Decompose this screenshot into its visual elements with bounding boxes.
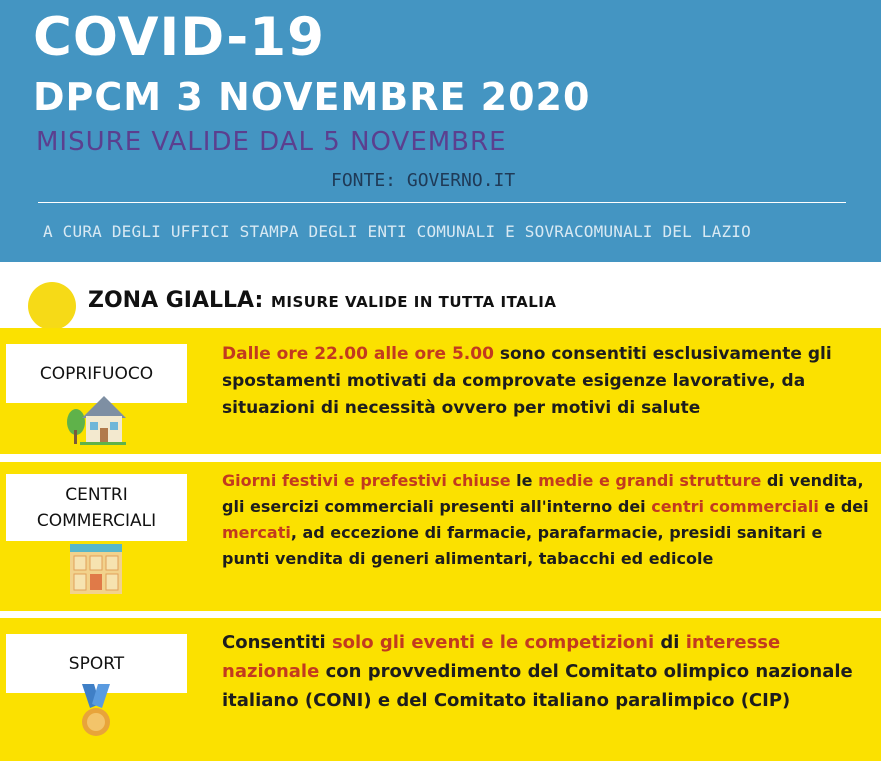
body-text: di <box>654 632 686 653</box>
page-title: COVID-19 <box>33 7 325 68</box>
medal-icon <box>76 684 116 742</box>
highlighted-text: interesse nazionale <box>222 632 781 682</box>
body-text: di vendita, gli esercizi commerciali presenti all'interno dei <box>222 471 864 516</box>
credit-line: A CURA DEGLI UFFICI STAMPA DEGLI ENTI COMUNALI E SOVRACOMUNALI DEL LAZIO <box>43 222 751 241</box>
section-label-sport: SPORT <box>6 634 187 693</box>
header-divider <box>38 202 846 203</box>
section-label-coprifuoco: COPRIFUOCO <box>6 344 187 403</box>
body-text: Consentiti <box>222 632 332 653</box>
body-text: le <box>510 471 539 490</box>
body-text: , ad eccezione di farmacie, parafarmacie, presidi sanitari e punti vendita di generi alimentari, tabacchi ed edicole <box>222 523 823 568</box>
section-label-centri-commerciali <box>6 474 187 541</box>
section-label-line2: COMMERCIALI <box>36 510 157 531</box>
highlighted-text: centri commerciali <box>651 497 819 516</box>
zone-description: MISURE VALIDE IN TUTTA ITALIA <box>270 293 557 311</box>
shopping-mall-icon <box>68 540 124 596</box>
highlighted-text: solo gli eventi e le competizioni <box>331 632 655 653</box>
section-text-centri-commerciali <box>222 468 872 572</box>
page-subtitle: DPCM 3 NOVEMBRE 2020 <box>33 75 591 119</box>
section-text-coprifuoco <box>222 341 872 422</box>
body-text: sono consentiti esclusivamente gli spostamenti motivati da comprovate esigenze lavorative, da situazioni di necessità ovvero per motivi di salute <box>222 344 832 418</box>
zone-name: ZONA GIALLA: <box>88 288 264 313</box>
yellow-dot-icon <box>28 282 76 330</box>
section-text-sport <box>222 628 872 715</box>
zone-heading <box>88 286 557 317</box>
measures-date: MISURE VALIDE DAL 5 NOVEMBRE <box>36 127 507 157</box>
highlighted-text: medie e grandi strutture <box>538 471 762 490</box>
section-label-line1: CENTRI <box>65 484 128 505</box>
source-label: FONTE: GOVERNO.IT <box>331 170 516 191</box>
house-icon <box>66 392 128 446</box>
highlighted-text: Giorni festivi e prefestivi chiuse <box>222 471 511 490</box>
body-text: con provvedimento del Comitato olimpico nazionale italiano (CONI) e del Comitato italiano paralimpico (CIP) <box>222 661 853 711</box>
highlighted-text: mercati <box>222 523 291 542</box>
highlighted-text: Dalle ore 22.00 alle ore 5.00 <box>222 344 494 364</box>
body-text: e dei <box>818 497 869 516</box>
